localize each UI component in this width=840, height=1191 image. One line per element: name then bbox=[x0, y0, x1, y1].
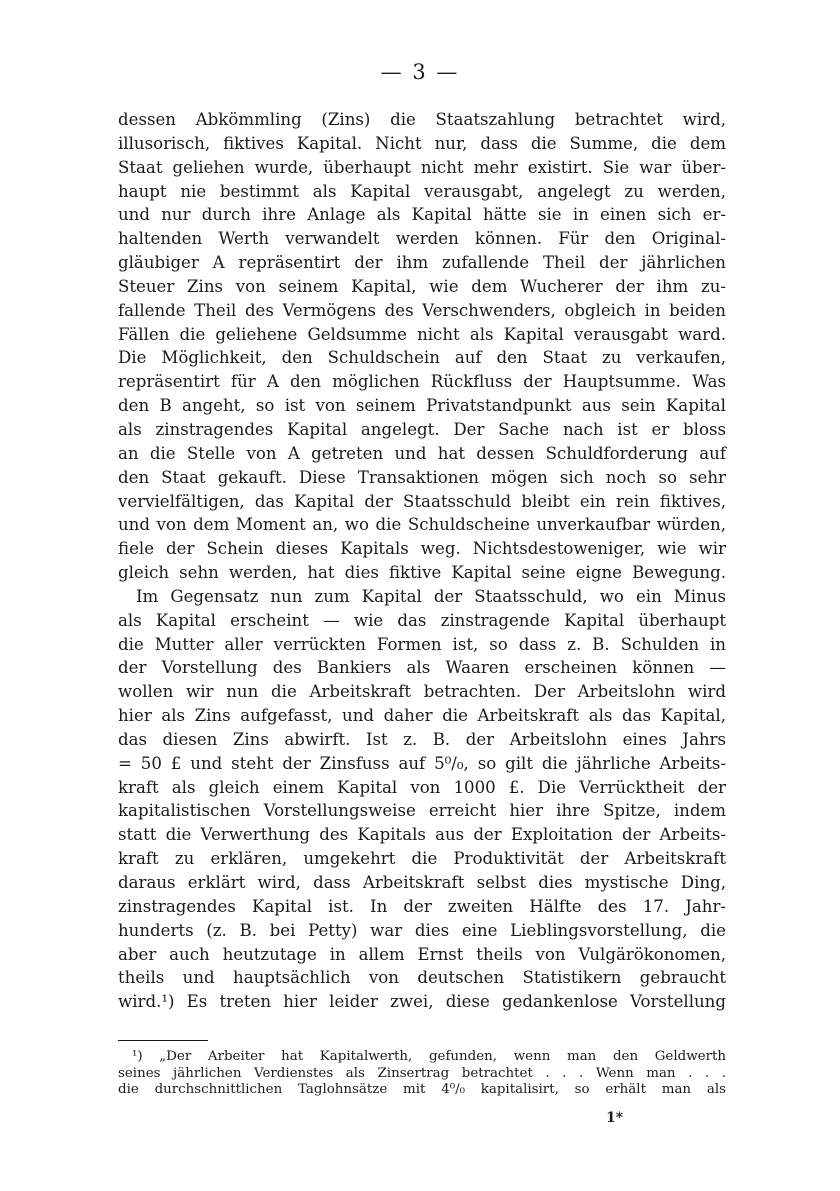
text-line: und nur durch ihre Anlage als Kapital hätte sie in einen sich er- bbox=[118, 205, 726, 225]
text-line: als Kapital erscheint — wie das zinstragende Kapital überhaupt bbox=[118, 610, 726, 630]
signature-mark: 1* bbox=[606, 1110, 624, 1126]
text-line: statt die Verwerthung des Kapitals aus der Exploitation der Arbeits- bbox=[118, 825, 726, 845]
text-line: haltenden Werth verwandelt werden können. Für den Original- bbox=[118, 229, 726, 249]
text-line: das diesen Zins abwirft. Ist z. B. der Arbeitslohn eines Jahrs bbox=[118, 729, 726, 749]
text-line: aber auch heutzutage in allem Ernst theils von Vulgärökonomen, bbox=[118, 944, 726, 964]
text-line: den Staat gekauft. Diese Transaktionen mögen sich noch so sehr bbox=[118, 467, 726, 487]
text-line: gläubiger A repräsentirt der ihm zufallende Theil der jährlichen bbox=[118, 253, 726, 273]
text-line: Steuer Zins von seinem Kapital, wie dem Wucherer der ihm zu- bbox=[118, 276, 726, 296]
body-text bbox=[118, 108, 726, 1014]
text-line: theils und hauptsächlich von deutschen Statistikern gebraucht bbox=[118, 968, 726, 988]
footnote-line: die durchschnittlichen Taglohnsätze mit 4⁰/₀ kapitalisirt, so erhält man als bbox=[118, 1082, 726, 1098]
text-line: kraft als gleich einem Kapital von 1000 £. Die Verrücktheit der bbox=[118, 777, 726, 797]
text-line: illusorisch, fiktives Kapital. Nicht nur, dass die Summe, die dem bbox=[118, 133, 726, 153]
text-line: vervielfältigen, das Kapital der Staatsschuld bleibt ein rein fiktives, bbox=[118, 491, 726, 511]
text-line: gleich sehn werden, hat dies fiktive Kapital seine eigne Bewegung. bbox=[118, 563, 726, 583]
page-number: — 3 — bbox=[380, 60, 460, 84]
text-line: hier als Zins aufgefasst, und daher die Arbeitskraft als das Kapital, bbox=[118, 706, 726, 726]
text-line: an die Stelle von A getreten und hat dessen Schuldforderung auf bbox=[118, 443, 726, 463]
text-line: haupt nie bestimmt als Kapital verausgabt, angelegt zu werden, bbox=[118, 181, 726, 201]
text-line: dessen Abkömmling (Zins) die Staatszahlung betrachtet wird, bbox=[118, 110, 726, 129]
text-line: kapitalistischen Vorstellungsweise erreicht hier ihre Spitze, indem bbox=[118, 801, 726, 821]
footnote-line: ¹) „Der Arbeiter hat Kapitalwerth, gefunden, wenn man den Geldwerth bbox=[132, 1049, 726, 1064]
text-line: Im Gegensatz nun zum Kapital der Staatsschuld, wo ein Minus bbox=[136, 586, 726, 606]
text-line: als zinstragendes Kapital angelegt. Der Sache nach ist er bloss bbox=[118, 419, 726, 439]
text-line: Die Möglichkeit, den Schuldschein auf den Staat zu verkaufen, bbox=[118, 348, 726, 368]
footnote-line: seines jährlichen Verdienstes als Zinsertrag betrachtet . . . Wenn man . . . bbox=[118, 1065, 726, 1081]
text-line: wird.¹) Es treten hier leider zwei, diese gedankenlose Vorstellung bbox=[118, 992, 726, 1012]
text-line: daraus erklärt wird, dass Arbeitskraft selbst dies mystische Ding, bbox=[118, 873, 726, 892]
text-line: fallende Theil des Vermögens des Verschwenders, obgleich in beiden bbox=[118, 300, 726, 320]
text-line: wollen wir nun die Arbeitskraft betrachten. Der Arbeitslohn wird bbox=[118, 682, 726, 702]
footnote-separator bbox=[118, 1040, 208, 1041]
text-line: den B angeht, so ist von seinem Privatstandpunkt aus sein Kapital bbox=[118, 396, 726, 416]
text-line: die Mutter aller verrückten Formen ist, so dass z. B. Schulden in bbox=[118, 634, 726, 654]
text-line: repräsentirt für A den möglichen Rückfluss der Hauptsumme. Was bbox=[118, 372, 726, 392]
text-line: Fällen die geliehene Geldsumme nicht als Kapital verausgabt ward. bbox=[118, 324, 726, 344]
text-line: = 50 £ und steht der Zinsfuss auf 5⁰/₀, so gilt die jährliche Arbeits- bbox=[118, 753, 726, 773]
footnotes bbox=[118, 1049, 726, 1099]
text-line: der Vorstellung des Bankiers als Waaren erscheinen können — bbox=[118, 658, 726, 678]
text-line: Staat geliehen wurde, überhaupt nicht mehr existirt. Sie war über- bbox=[118, 157, 726, 177]
text-line: fiele der Schein dieses Kapitals weg. Nichtsdestoweniger, wie wir bbox=[118, 539, 726, 559]
text-line: zinstragendes Kapital ist. In der zweiten Hälfte des 17. Jahr- bbox=[118, 896, 726, 916]
text-line: kraft zu erklären, umgekehrt die Produktivität der Arbeitskraft bbox=[118, 849, 726, 869]
text-line: und von dem Moment an, wo die Schuldscheine unverkaufbar würden, bbox=[118, 515, 726, 535]
text-line: hunderts (z. B. bei Petty) war dies eine Lieblingsvorstellung, die bbox=[118, 920, 726, 940]
